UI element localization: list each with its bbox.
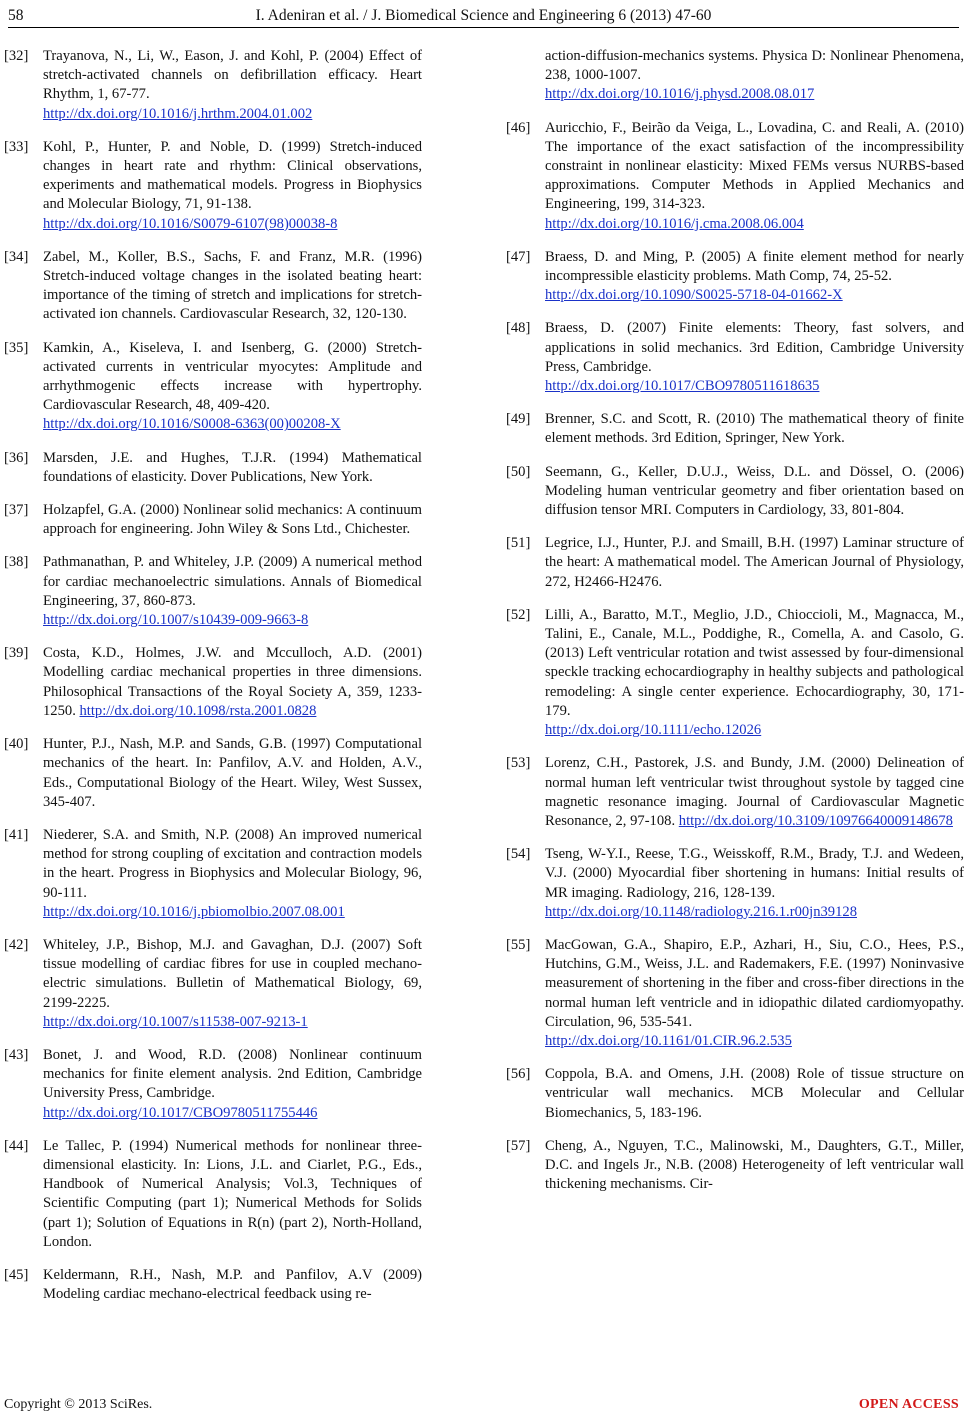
reference-entry (506, 410, 964, 448)
reference-text: Marsden, J.E. and Hughes, T.J.R. (1994) Mathematical foundations of elasticity. Dover Publications, New York. (43, 449, 422, 485)
reference-number: [44] (4, 1137, 29, 1154)
reference-entry (4, 553, 422, 630)
reference-text: Le Tallec, P. (1994) Numerical methods for nonlinear three-dimensional elasticity. In: Lions, J.L. and Ciarlet, P.G., Eds., Handbook of Numerical Analysis; Vol.3, Techniques of Scientific Computing (part 1); Numerical Methods for Solids (part 1); Solution of Equations in R(n) (part 2), North-Holland, London. (43, 1137, 422, 1250)
reference-entry (506, 936, 964, 1051)
reference-number: [48] (506, 320, 531, 337)
reference-number: [47] (506, 248, 531, 265)
reference-entry (4, 1266, 422, 1304)
reference-text: Lilli, A., Baratto, M.T., Meglio, J.D., Chioccioli, M., Magnacca, M., Talini, E., Canale, M.L., Poddighe, R., Comella, A. and Casolo, G. (2013) Left ventricular rotation and twist assessed by four-dimensional speckle tracking echocardiography in healthy subjects and pathological remodeling: A single center experience. Echocardiography, 30, 171-179. (545, 606, 964, 719)
reference-text: Seemann, G., Keller, D.U.J., Weiss, D.L. and Dössel, O. (2006) Modeling human ventricular geometry and fiber orientation based on diffusion tensor MRI. Computers in Cardiology, 33, 801-804. (545, 463, 964, 519)
doi-link[interactable]: http://dx.doi.org/10.1111/echo.12026 (545, 722, 762, 739)
reference-number: [46] (506, 119, 531, 136)
reference-entry (4, 501, 422, 539)
reference-entry (506, 606, 964, 740)
reference-number: [53] (506, 755, 531, 772)
reference-entry (4, 339, 422, 435)
reference-text: Auricchio, F., Beirão da Veiga, L., Lovadina, C. and Reali, A. (2010) The importance of the exact satisfaction of the incompressibility constraint in nonlinear elasticity: Mixed FEMs versus NURBS-based approximations. Computer Methods in Applied Mechanics and Engineering, 199, 314-323. (545, 119, 964, 213)
reference-entry (4, 138, 422, 234)
page-header (8, 6, 959, 28)
reference-entry (506, 319, 964, 396)
reference-entry (506, 47, 964, 105)
reference-number: [50] (506, 463, 531, 480)
reference-entry (4, 936, 422, 1032)
references-left-column (4, 47, 422, 1318)
doi-link[interactable]: http://dx.doi.org/10.1016/j.cma.2008.06.004 (545, 215, 804, 232)
page-footer (4, 1397, 959, 1415)
doi-link[interactable]: http://dx.doi.org/10.1161/01.CIR.96.2.535 (545, 1032, 792, 1049)
reference-text: Costa, K.D., Holmes, J.W. and Mcculloch, A.D. (2001) Modelling cardiac mechanical properties in three dimensions. Philosophical Transactions of the Royal Society A, 359, 1233-1250. http://dx.doi.org/10.1098/rsta.2001.0828 (43, 645, 422, 719)
reference-text: Trayanova, N., Li, W., Eason, J. and Kohl, P. (2004) Effect of stretch-activated channels on defibrillation efficacy. Heart Rhythm, 1, 67-77. (43, 48, 422, 103)
reference-entry (4, 248, 422, 325)
reference-entry (506, 119, 964, 234)
doi-link[interactable]: http://dx.doi.org/10.1016/j.physd.2008.08.017 (545, 86, 815, 103)
doi-link[interactable]: http://dx.doi.org/10.1017/CBO9780511618635 (545, 378, 820, 395)
reference-entry (506, 534, 964, 592)
reference-text: Kohl, P., Hunter, P. and Noble, D. (1999) Stretch-induced changes in heart rate and rhythm: Clinical observations, experiments and mathematical models. Progress in Biophysics and Molecular Biology, 71, 91-138. (43, 138, 422, 213)
reference-number: [36] (4, 449, 29, 466)
reference-text: Hunter, P.J., Nash, M.P. and Sands, G.B. (1997) Computational mechanics of the heart. In: Panfilov, A.V. and Holden, A.V., Eds., Computational Biology of the Heart. Wiley, West Sussex, 345-407. (43, 736, 422, 810)
reference-text: MacGowan, G.A., Shapiro, E.P., Azhari, H., Siu, C.O., Hees, P.S., Hutchins, G.M., Weiss, J.L. and Rademakers, F.E. (1997) Noninvasive measurement of shortening in the fiber and cross-fiber directions in the normal human left ventricle and in idiopathic dilated cardiomyopathy. Circulation, 96, 535-541. (545, 936, 964, 1030)
reference-text: Kamkin, A., Kiseleva, I. and Isenberg, G. (2000) Stretch-activated currents in ventricular myocytes: Amplitude and arrhythmogenic effects increase with hypertrophy. Cardiovascular Research, 48, 409-420. (43, 339, 422, 414)
reference-number: [35] (4, 339, 29, 356)
doi-link[interactable]: http://dx.doi.org/10.1016/S0079-6107(98)00038-8 (43, 215, 338, 232)
reference-text: Coppola, B.A. and Omens, J.H. (2008) Role of tissue structure on ventricular wall mechanics. MCB Molecular and Cellular Biomechanics, 5, 183-196. (545, 1066, 964, 1121)
reference-entry (4, 449, 422, 487)
reference-number: [56] (506, 1066, 531, 1083)
doi-link[interactable]: http://dx.doi.org/10.1016/S0008-6363(00)00208-X (43, 416, 341, 433)
reference-number: [57] (506, 1137, 531, 1154)
reference-text: Whiteley, J.P., Bishop, M.J. and Gavaghan, D.J. (2007) Soft tissue modelling of cardiac fibres for use in coupled mechano-electric simulations. Bulletin of Mathematical Biology, 69, 2199-2225. (43, 936, 422, 1011)
reference-entry (506, 463, 964, 521)
reference-number: [55] (506, 936, 531, 953)
reference-text: Niederer, S.A. and Smith, N.P. (2008) An improved numerical method for strong coupling of excitation and contraction models in the heart. Progress in Biophysics and Molecular Biology, 96, 90-111. (43, 826, 422, 901)
doi-link[interactable]: http://dx.doi.org/10.3109/10976640009148678 (678, 812, 953, 829)
doi-link[interactable]: http://dx.doi.org/10.1016/j.hrthm.2004.01.002 (43, 105, 313, 122)
reference-entry (4, 1137, 422, 1252)
reference-number: [33] (4, 138, 29, 155)
reference-number: [52] (506, 606, 531, 623)
reference-number: [40] (4, 736, 29, 753)
reference-text: Braess, D. (2007) Finite elements: Theory, fast solvers, and applications in solid mechanics. 3rd Edition, Cambridge University Press, Cambridge. (545, 320, 964, 375)
doi-link[interactable]: http://dx.doi.org/10.1148/radiology.216.1.r00jn39128 (545, 903, 857, 920)
doi-link[interactable]: http://dx.doi.org/10.1016/j.pbiomolbio.2007.08.001 (43, 903, 345, 920)
reference-text: Tseng, W-Y.I., Reese, T.G., Weisskoff, R.M., Brady, T.J. and Wedeen, V.J. (2000) Myocardial fiber shortening in humans: Initial results of MR imaging. Radiology, 216, 128-139. (545, 846, 964, 901)
reference-text: Braess, D. and Ming, P. (2005) A finite element method for nearly incompressible elasticity problems. Math Comp, 74, 25-52. (545, 248, 964, 285)
reference-entry (506, 754, 964, 831)
reference-number: [43] (4, 1046, 29, 1063)
reference-text: Holzapfel, G.A. (2000) Nonlinear solid mechanics: A continuum approach for engineering. John Wiley & Sons Ltd., Chichester. (43, 502, 422, 538)
reference-number: [37] (4, 502, 29, 519)
open-access-label: OPEN ACCESS (858, 1397, 959, 1412)
reference-entry (4, 1046, 422, 1123)
reference-text: Keldermann, R.H., Nash, M.P. and Panfilov, A.V (2009) Modeling cardiac mechano-electrical feedback using re- (43, 1266, 422, 1303)
reference-entry (506, 248, 964, 306)
doi-link[interactable]: http://dx.doi.org/10.1007/s11538-007-9213-1 (43, 1013, 308, 1030)
reference-number: [45] (4, 1266, 29, 1283)
reference-number: [38] (4, 554, 29, 571)
reference-number: [42] (4, 936, 29, 953)
page-number: 58 (8, 7, 24, 24)
reference-entry (4, 644, 422, 721)
reference-number: [39] (4, 645, 29, 662)
reference-text: Zabel, M., Koller, B.S., Sachs, F. and Franz, M.R. (1996) Stretch-induced voltage changes in the isolated beating heart: importance of the timing of stretch and implications for stretch-activated ion channels. Cardiovascular Research, 32, 120-130. (43, 248, 422, 323)
references-right-column (506, 47, 964, 1208)
reference-text: Pathmanathan, P. and Whiteley, J.P. (2009) A numerical method for cardiac mechanoelectric simulations. Annals of Biomedical Engineering, 37, 860-873. (43, 554, 422, 609)
reference-number: [51] (506, 535, 531, 552)
reference-entry (4, 826, 422, 922)
reference-number: [41] (4, 826, 29, 843)
doi-link[interactable]: http://dx.doi.org/10.1098/rsta.2001.0828 (79, 702, 317, 719)
running-title: I. Adeniran et al. / J. Biomedical Science and Engineering 6 (2013) 47-60 (255, 7, 712, 24)
reference-number: [49] (506, 411, 531, 428)
reference-text: Lorenz, C.H., Pastorek, J.S. and Bundy, J.M. (2000) Delineation of normal human left ventricular twist throughout systole by tagged cine magnetic resonance imaging. Journal of Cardiovascular Magnetic Resonance, 2, 97-108. http://dx.doi.org/10.3109/10976640009148678 (545, 755, 964, 829)
reference-entry (4, 47, 422, 124)
reference-number: [54] (506, 846, 531, 863)
reference-text: Bonet, J. and Wood, R.D. (2008) Nonlinear continuum mechanics for finite element analysis. 2nd Edition, Cambridge University Press, Cambridge. (43, 1046, 422, 1102)
doi-link[interactable]: http://dx.doi.org/10.1017/CBO9780511755446 (43, 1104, 318, 1121)
reference-entry (506, 1137, 964, 1195)
header-rule (8, 27, 959, 28)
reference-entry (506, 845, 964, 922)
reference-number: [32] (4, 48, 29, 64)
reference-entry (506, 1065, 964, 1123)
reference-text: Brenner, S.C. and Scott, R. (2010) The mathematical theory of finite element methods. 3rd Edition, Springer, New York. (545, 411, 964, 447)
reference-text: Cheng, A., Nguyen, T.C., Malinowski, M., Daughters, G.T., Miller, D.C. and Ingels Jr., N.B. (2008) Heterogeneity of left ventricular wall thickening mechanisms. Cir- (545, 1137, 964, 1193)
reference-text: action-diffusion-mechanics systems. Physica D: Nonlinear Phenomena, 238, 1000-1007. (545, 48, 964, 84)
copyright-notice: Copyright © 2013 SciRes. (4, 1397, 153, 1412)
reference-text: Legrice, I.J., Hunter, P.J. and Smaill, B.H. (1997) Laminar structure of the heart: A mathematical model. The American Journal of Physiology, 272, H2466-H2476. (545, 535, 964, 590)
reference-entry (4, 735, 422, 812)
doi-link[interactable]: http://dx.doi.org/10.1007/s10439-009-9663-8 (43, 612, 309, 629)
reference-number: [34] (4, 248, 29, 265)
doi-link[interactable]: http://dx.doi.org/10.1090/S0025-5718-04-01662-X (545, 287, 843, 304)
